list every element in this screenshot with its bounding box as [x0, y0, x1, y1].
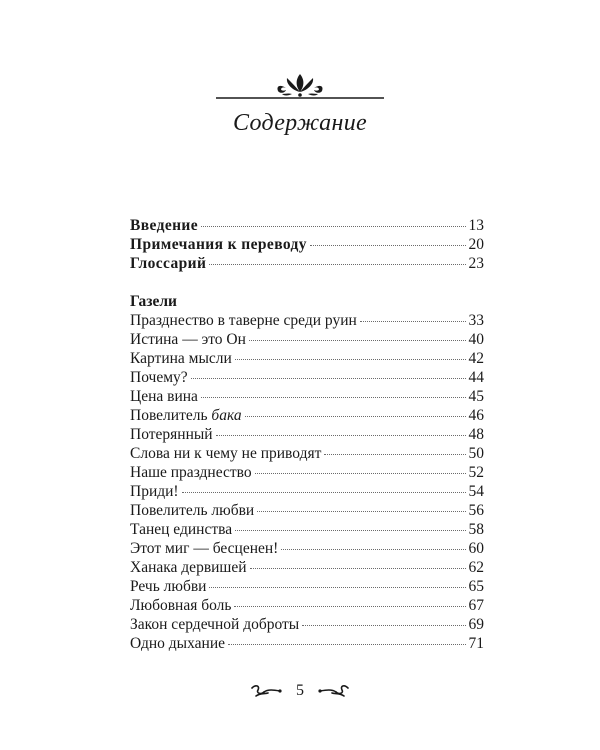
- toc-entry[interactable]: [130, 482, 484, 501]
- toc-entry-translation-notes[interactable]: [130, 235, 484, 254]
- dot-leader: [310, 245, 466, 246]
- toc-entry[interactable]: [130, 539, 484, 558]
- toc-entry-label: Картина мысли: [130, 350, 232, 367]
- toc-entry[interactable]: [130, 425, 484, 444]
- toc-entry-label: Речь любви: [130, 578, 207, 595]
- toc-entry-label: Танец единства: [130, 521, 233, 538]
- toc-entry-label: Примечания к переводу: [130, 236, 307, 253]
- right-flourish-icon: [316, 682, 350, 700]
- page-number: 5: [296, 682, 304, 699]
- dot-leader: [360, 321, 466, 322]
- toc-entry[interactable]: [130, 463, 484, 482]
- toc-entry-page: 42: [468, 350, 484, 367]
- toc-entry[interactable]: [130, 311, 484, 330]
- toc-entry[interactable]: [130, 444, 484, 463]
- toc-entry-page: 67: [468, 597, 484, 614]
- dot-leader: [182, 492, 466, 493]
- toc-entry-label: Слова ни к чему не приводят: [130, 445, 322, 462]
- toc-entry-label-italic: бака: [211, 407, 242, 424]
- table-of-contents: [130, 216, 484, 653]
- toc-entry-label: Одно дыхание: [130, 635, 225, 652]
- page-title: Содержание: [233, 110, 367, 136]
- floral-ornament-icon: [216, 70, 384, 104]
- toc-entry-introduction[interactable]: [130, 216, 484, 235]
- dot-leader: [249, 340, 466, 341]
- toc-entry-page: 13: [468, 217, 484, 234]
- toc-entry[interactable]: [130, 501, 484, 520]
- dot-leader: [216, 435, 466, 436]
- dot-leader: [228, 644, 466, 645]
- toc-entry[interactable]: [130, 596, 484, 615]
- toc-entry-glossary[interactable]: [130, 254, 484, 273]
- dot-leader: [191, 378, 466, 379]
- toc-entry-page: 52: [468, 464, 484, 481]
- spacer: [130, 273, 484, 292]
- dot-leader: [235, 530, 465, 531]
- dot-leader: [302, 625, 465, 626]
- toc-entry-page: 23: [468, 255, 484, 272]
- toc-entry-label: Этот миг — бесценен!: [130, 540, 279, 557]
- toc-entry-page: 44: [468, 369, 484, 386]
- dot-leader: [245, 416, 466, 417]
- toc-entry-label: Потерянный: [130, 426, 213, 443]
- dot-leader: [209, 264, 465, 265]
- toc-entry-label: Почему?: [130, 369, 188, 386]
- toc-entry-page: 56: [468, 502, 484, 519]
- dot-leader: [257, 511, 465, 512]
- toc-entry-page: 65: [468, 578, 484, 595]
- toc-entry-page: 50: [468, 445, 484, 462]
- toc-entry[interactable]: [130, 368, 484, 387]
- toc-entry-page: 60: [468, 540, 484, 557]
- toc-entry-page: 40: [468, 331, 484, 348]
- toc-entry[interactable]: [130, 387, 484, 406]
- section-heading: Газели: [130, 293, 177, 310]
- toc-entry-label: Закон сердечной доброты: [130, 616, 300, 633]
- toc-entry[interactable]: [130, 330, 484, 349]
- toc-entry-page: 54: [468, 483, 484, 500]
- dot-leader: [324, 454, 465, 455]
- dot-leader: [201, 226, 465, 227]
- toc-entry[interactable]: [130, 406, 484, 425]
- toc-entry-page: 58: [468, 521, 484, 538]
- left-flourish-icon: [250, 682, 284, 700]
- toc-entry-label: Празднество в таверне среди руин: [130, 312, 357, 329]
- toc-entry[interactable]: [130, 349, 484, 368]
- toc-entry-page: 71: [468, 635, 484, 652]
- dot-leader: [234, 606, 465, 607]
- toc-entry[interactable]: [130, 615, 484, 634]
- dot-leader: [209, 587, 465, 588]
- dot-leader: [235, 359, 466, 360]
- dot-leader: [201, 397, 466, 398]
- toc-entry-page: 45: [468, 388, 484, 405]
- toc-entry-page: 33: [468, 312, 484, 329]
- toc-entry-label: Любовная боль: [130, 597, 232, 614]
- toc-entry-label: Наше празднество: [130, 464, 252, 481]
- page-footer: [0, 680, 600, 702]
- toc-entry[interactable]: [130, 520, 484, 539]
- toc-entry-label-text: Повелитель: [130, 407, 212, 424]
- toc-entry-label: [130, 406, 242, 425]
- toc-entry-label: Истина — это Он: [130, 331, 246, 348]
- toc-entry[interactable]: [130, 634, 484, 653]
- toc-entry-page: 46: [468, 407, 484, 424]
- toc-entry[interactable]: [130, 577, 484, 596]
- toc-entry-label: Глоссарий: [130, 255, 207, 272]
- toc-entry-page: 62: [468, 559, 484, 576]
- toc-entry-page: 20: [468, 236, 484, 253]
- toc-entry-page: 69: [468, 616, 484, 633]
- dot-leader: [281, 549, 465, 550]
- dot-leader: [250, 568, 466, 569]
- toc-entry-label: Ханака дервишей: [130, 559, 247, 576]
- toc-entry-label: Цена вина: [130, 388, 198, 405]
- toc-entry-label: Приди!: [130, 483, 179, 500]
- toc-entry-page: 48: [468, 426, 484, 443]
- toc-entry[interactable]: [130, 558, 484, 577]
- toc-entry-label: Повелитель любви: [130, 502, 255, 519]
- toc-entry-label: Введение: [130, 217, 199, 234]
- dot-leader: [255, 473, 466, 474]
